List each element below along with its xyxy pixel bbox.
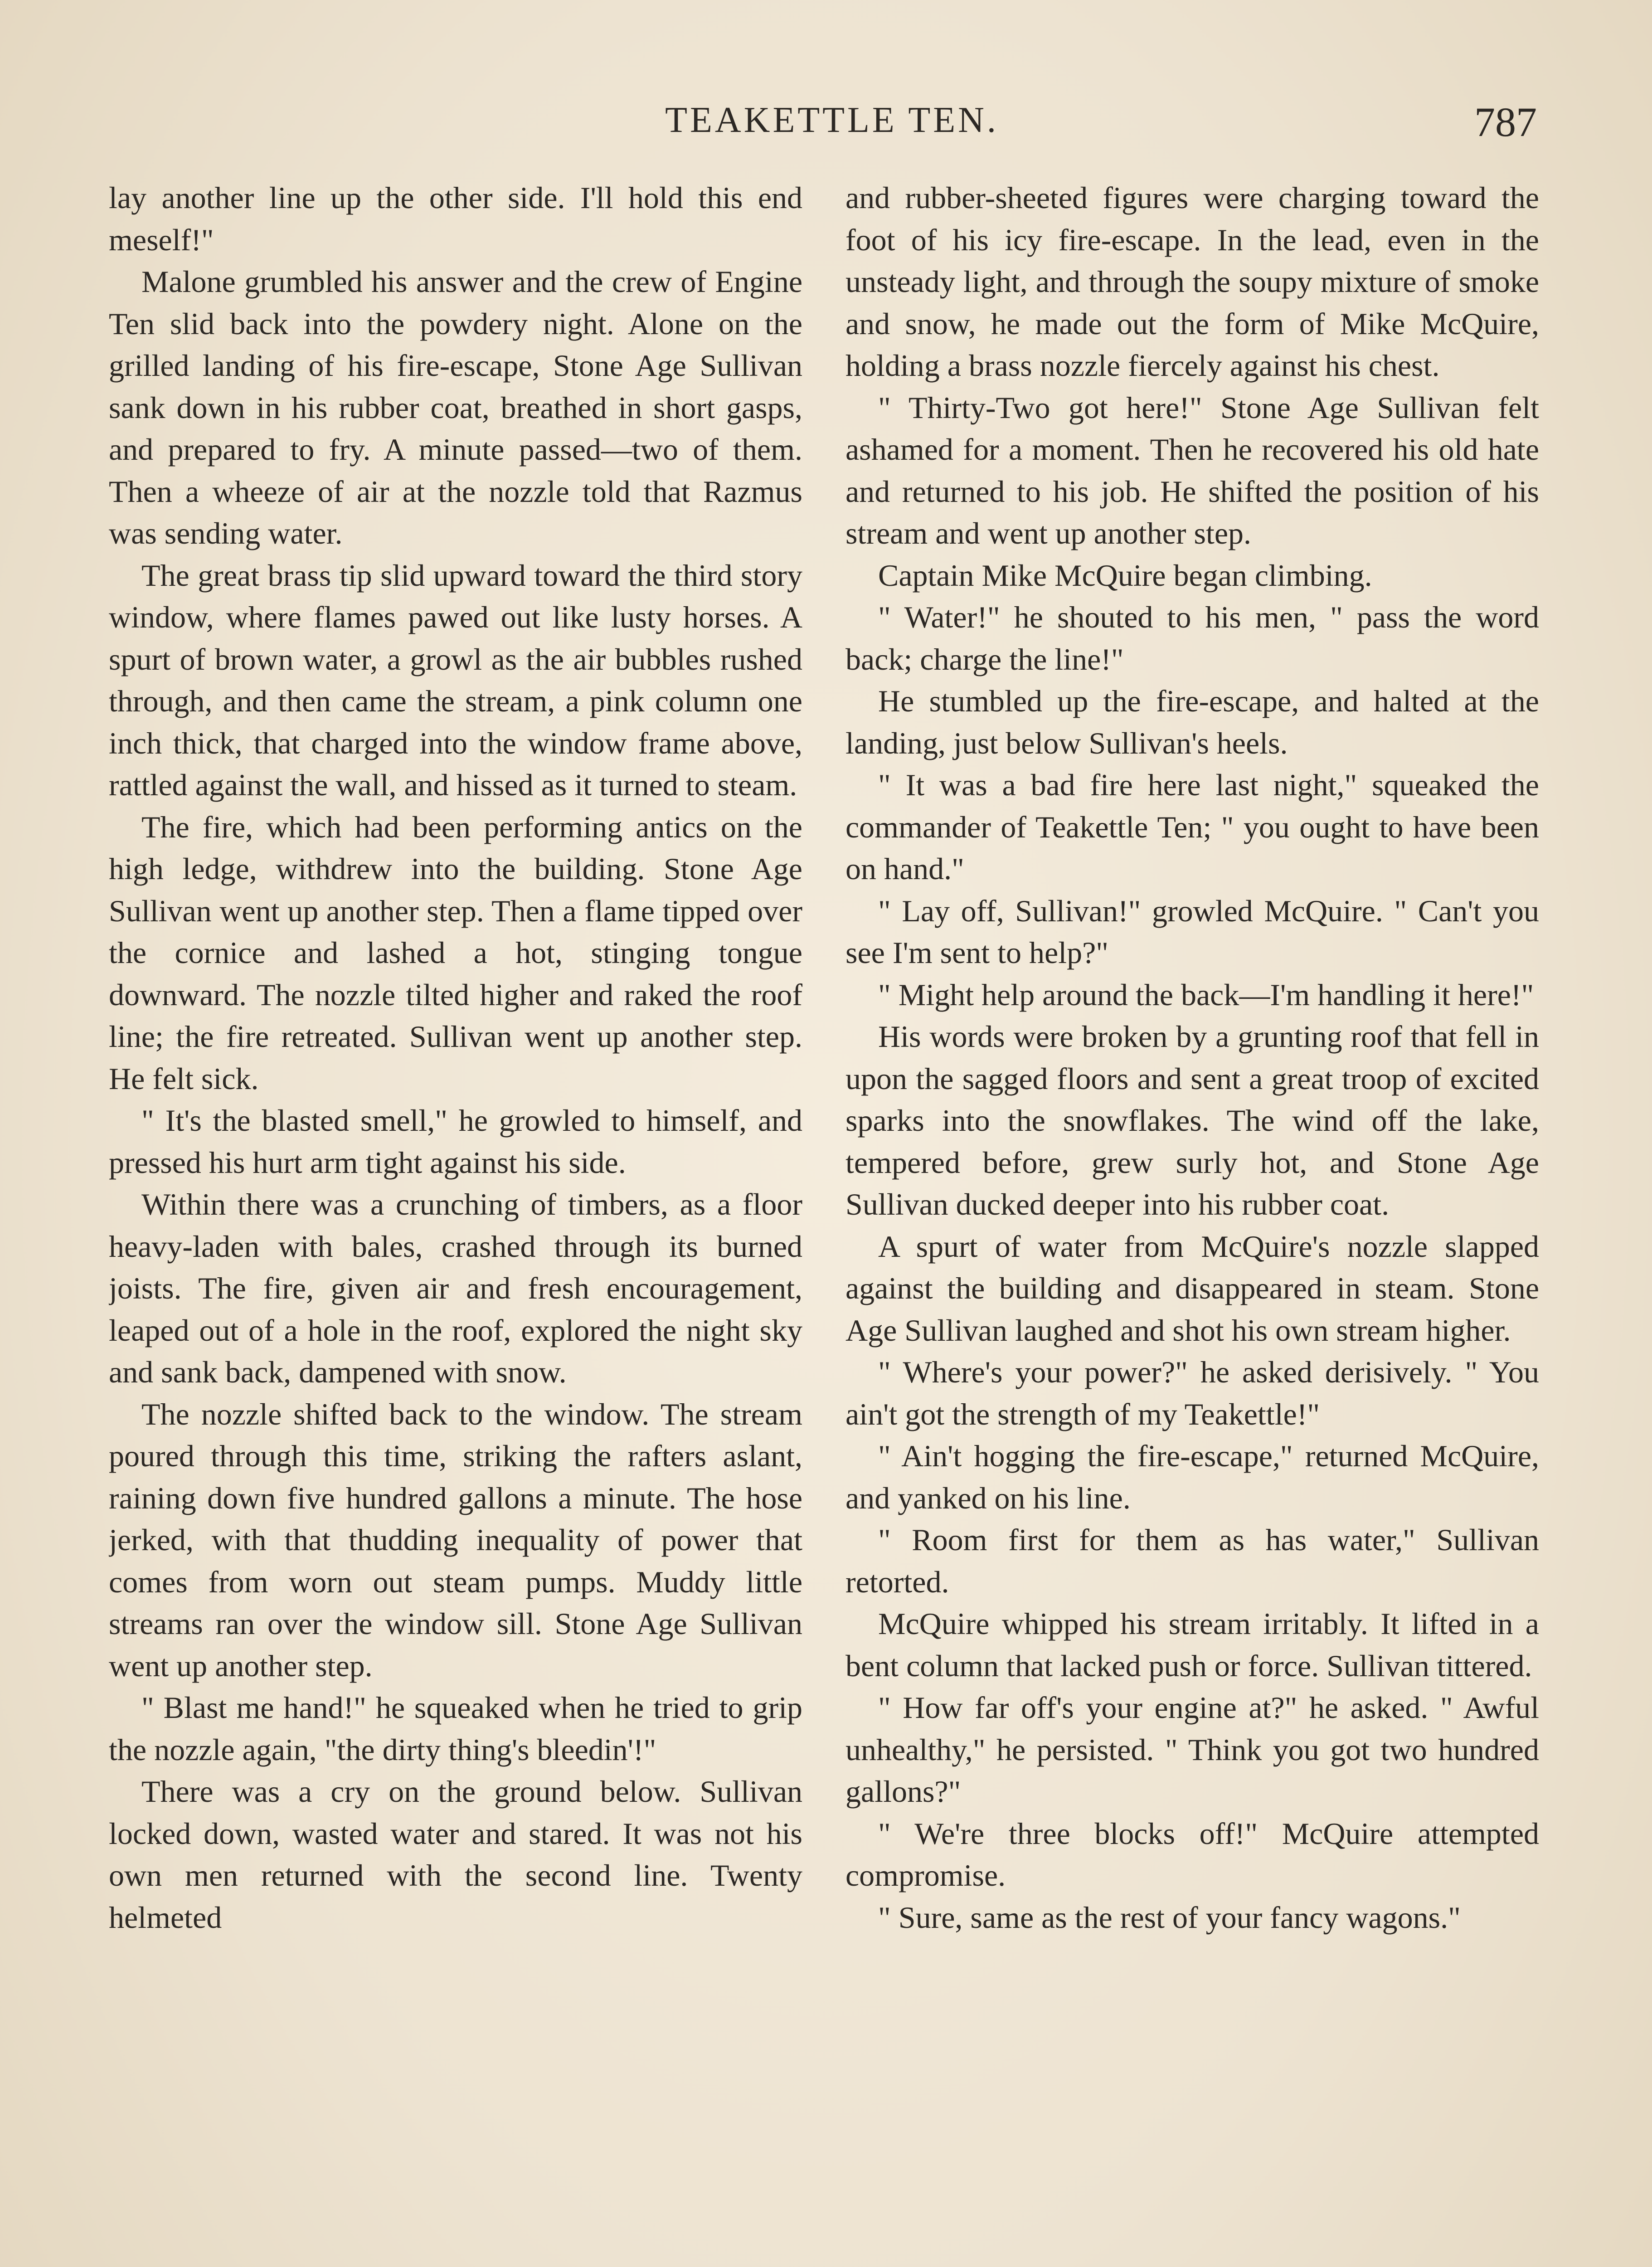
paragraph: A spurt of water from McQuire's nozzle slapped against the building and disappeared in steam. Stone Age Sullivan laughed and shot his own stream higher.: [845, 1229, 1539, 1348]
paragraph: " It's the blasted smell," he growled to himself, and pressed his hurt arm tight against his side.: [109, 1103, 802, 1180]
paragraph: " How far off's your engine at?" he asked. " Awful unhealthy," he persisted. " Think you got two hundred gallons?": [845, 1690, 1539, 1809]
paragraph: " Sure, same as the rest of your fancy wagons.": [878, 1900, 1461, 1935]
paragraph: " Where's your power?" he asked derisively. " You ain't got the strength of my Teakettle!": [845, 1355, 1539, 1431]
paragraph: Within there was a crunching of timbers, as a floor heavy-laden with bales, crashed through its burned joists. The fire, given air and fresh encouragement, leaped out of a hole in the roof, explored the night sky and sank back, dampened with snow.: [109, 1187, 802, 1389]
paragraph: " It was a bad fire here last night," squeaked the commander of Teakettle Ten; " you ought to have been on hand.": [845, 768, 1539, 886]
paragraph: The great brass tip slid upward toward the third story window, where flames pawed out like lusty horses. A spurt of brown water, a growl as the air bubbles rushed through, and then came the stream, a pink column one inch thick, that charged into the window frame above, rattled against the wall, and hissed as it turned to steam.: [109, 558, 802, 802]
paragraph: The fire, which had been performing antics on the high ledge, withdrew into the building. Stone Age Sullivan went up another step. Then a flame tipped over the cornice and lashed a hot, stinging tongue downward. The nozzle tilted higher and raked the roof line; the fire retreated. Sullivan went up another step. He felt sick.: [109, 809, 802, 1096]
paragraph: There was a cry on the ground below. Sullivan locked down, wasted water and stared. It was not his own men returned with the second line. Twenty helmeted: [109, 1774, 802, 1935]
paragraph: " Ain't hogging the fire-escape," returned McQuire, and yanked on his line.: [845, 1439, 1539, 1515]
right-column: [845, 177, 1539, 2267]
paragraph: His words were broken by a grunting roof that fell in upon the sagged floors and sent a great troop of excited sparks into the snowflakes. The wind off the lake, tempered before, grew surly hot, and Stone Age Sullivan ducked deeper into his rubber coat.: [845, 1019, 1539, 1221]
paragraph: Captain Mike McQuire began climbing.: [878, 558, 1372, 593]
paragraph: He stumbled up the fire-escape, and halted at the landing, just below Sullivan's heels.: [845, 684, 1539, 760]
paragraph: " Might help around the back—I'm handling it here!": [878, 977, 1534, 1012]
paragraph: " Lay off, Sullivan!" growled McQuire. " Can't you see I'm sent to help?": [845, 893, 1539, 970]
page-number: 787: [1474, 99, 1537, 145]
paragraph: " Blast me hand!" he squeaked when he tried to grip the nozzle again, "the dirty thing's bleedin'!": [109, 1690, 802, 1767]
page-header: [118, 91, 1546, 154]
paragraph: " We're three blocks off!" McQuire attempted compromise.: [845, 1816, 1539, 1892]
paragraph: Malone grumbled his answer and the crew of Engine Ten slid back into the powdery night. Alone on the grilled landing of his fire-escape, Stone Age Sullivan sank down in his rubber coat, breathed in short gasps, and prepared to fry. A minute passed—two of them. Then a wheeze of air at the nozzle told that Razmus was sending water.: [109, 264, 802, 550]
paragraph: McQuire whipped his stream irritably. It lifted in a bent column that lacked push or force. Sullivan tittered.: [845, 1606, 1539, 1683]
running-title: TEAKETTLE TEN.: [665, 100, 999, 140]
paragraph: and rubber-sheeted figures were charging toward the foot of his icy fire-escape. In the lead, even in the unsteady light, and through the soupy mixture of smoke and snow, he made out the form of Mike McQuire, holding a brass nozzle fiercely against his chest.: [845, 180, 1539, 383]
text-columns: [109, 177, 1541, 2267]
left-column: [109, 177, 802, 2267]
paragraph: " Room first for them as has water," Sullivan retorted.: [845, 1523, 1539, 1599]
paragraph: " Water!" he shouted to his men, " pass the word back; charge the line!": [845, 600, 1539, 676]
paragraph: lay another line up the other side. I'll hold this end meself!": [109, 180, 802, 257]
paragraph: " Thirty-Two got here!" Stone Age Sullivan felt ashamed for a moment. Then he recovered his old hate and returned to his job. He shifted the position of his stream and went up another step.: [845, 390, 1539, 550]
paragraph: The nozzle shifted back to the window. The stream poured through this time, striking the rafters aslant, raining down five hundred gallons a minute. The hose jerked, with that thudding inequality of power that comes from worn out steam pumps. Muddy little streams ran over the window sill. Stone Age Sullivan went up another step.: [109, 1396, 802, 1683]
